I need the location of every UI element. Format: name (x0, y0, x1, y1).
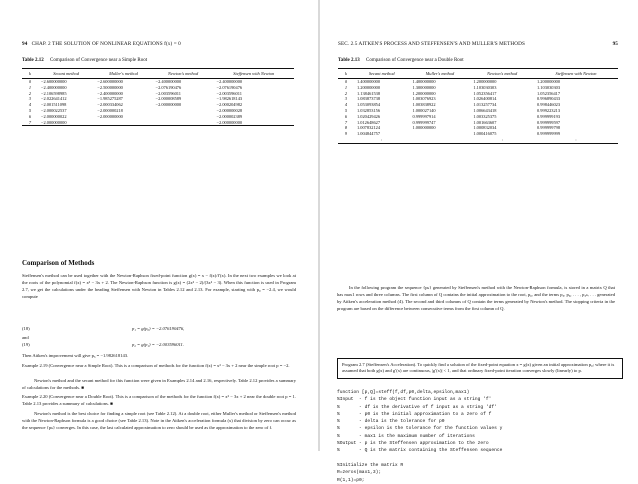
paragraph-conclusion: Newton's method is the best choice for finding a simple root (see Table 2.12). At a double root, either Muller's method or Steffensen's method with the Newton-Raphson formula is a good choice (see Table 2.13). Note in the Aitken's acceleration formula (x) that division by zero can occur as the sequence {pₖ} converges. In this case, the last calculated approximation to zero should be used as the approximation to the zero of f. (22, 411, 296, 430)
table-cell: 1 (28, 84, 32, 90)
column-header: Newton's method (470, 69, 534, 79)
continuation-dots: : (354, 137, 410, 143)
table-cell: 0.999999193 (537, 113, 561, 119)
column-header: Secant method (38, 69, 94, 79)
continuation-dots: : (534, 137, 618, 143)
table-cell: 0.996890433 (537, 96, 561, 102)
table-cell: 1.400000000 (412, 79, 436, 84)
column-header: k (22, 69, 38, 79)
table-cell: −2.000000022 (41, 113, 67, 119)
table-cell: −2.600000000 (41, 79, 67, 84)
table-cell: 7 (22, 120, 38, 126)
table-cell: −2.003596011 (216, 90, 242, 96)
table-cell: −2.076190476 (155, 84, 182, 90)
table-cell: 6 (344, 113, 348, 119)
right-page (320, 0, 638, 483)
example-2-20: Example 2.20 (Convergence near a Double Root). This is a comparison of the methods for the function f(x) = x³ − 3x + 2 near the double root p = 1. Table 2.13 provides a summary of calculations. ■ (22, 394, 296, 406)
table-cell: 0.999999999 (537, 131, 561, 137)
code-line: % - df is the derivative of f input as a string 'df' (337, 404, 497, 410)
table-cell (153, 120, 214, 126)
table-cell: −2.076190476 (216, 84, 243, 90)
example-2-19-body: Newton's method and the secant method for this function were given in Examples 2.14 and 2.16, respectively. Table 2.12 provides a summary of calculations for the methods. ■ (22, 378, 296, 390)
table-cell: 0.999223213 (537, 107, 561, 113)
table-label: Table 2.12 (22, 58, 44, 63)
table-2-13 (338, 68, 618, 144)
code-line: R=zeros(max1,3); (337, 470, 382, 476)
table-cell: 5 (344, 107, 348, 113)
code-line: % - delta is the tolerance for p0 (337, 419, 445, 425)
program-2-7-box: Program 2.7 (Steffensen's Acceleration). To quickly find a solution of the fixed-point equation x = g(x) given an initial approximation p₀; where it is assumed that both g(x) and g′(x) are continuous, |g′(x)| < 1, and that ordinary fixed-point iteration converges slowly (linearly) to p. (337, 358, 623, 379)
column-header: Steffensen with Newton (214, 69, 294, 79)
code-line: %Output - p is the Steffensen approximation to the zero (337, 441, 489, 447)
table-cell: 4 (28, 102, 32, 108)
table-cell: 1 (344, 84, 348, 90)
table-cell: 0.999999798 (537, 125, 561, 131)
table-cell: 6 (28, 113, 32, 119)
table-cell: −1.985275287 (97, 96, 123, 102)
table-cell: 1.004844757 (357, 131, 381, 137)
table-cell: −2.400000000 (97, 90, 123, 96)
table-cell: 1.200000000 (537, 79, 561, 84)
code-line: % - max1 is the maximum number of iterations (337, 433, 475, 439)
table-cell: 1.000027140 (412, 107, 436, 113)
example-2-19: Example 2.19 (Convergence near a Simple Root). This is a comparison of methods for the function f(x) = x³ − 3x + 2 near the simple root p = −2. (22, 363, 290, 368)
equation-label: (18) (22, 326, 30, 331)
table-cell: −2.000000028 (216, 107, 243, 113)
column-header: k (338, 69, 354, 79)
table-cell: −2.400000000 (41, 84, 67, 90)
table-caption (22, 58, 147, 63)
table-cell: 3 (344, 96, 348, 102)
table-cell: 1.052356417 (473, 90, 497, 96)
table-cell: 1.053093854 (357, 102, 381, 108)
table-cell: −2.000022537 (41, 107, 67, 113)
table-cell (94, 120, 152, 126)
column-header: Newton's method (153, 69, 214, 79)
page-number: 94 (22, 41, 28, 47)
table-cell: 1.300000000 (412, 84, 436, 90)
aitken-sentence: Then Aitken's improvement will give p₃ = −1.982618143. (22, 353, 129, 358)
column-header: Muller's method (410, 69, 471, 79)
table-cell: 1.103030303 (473, 84, 497, 90)
table-cell: 1.000000000 (412, 125, 436, 131)
continuation-dots (410, 137, 471, 143)
table-title: Comparison of Convergence near a Simple Root (50, 58, 148, 63)
table-cell: 1.200000000 (357, 84, 381, 90)
equation-body: p₁ = g(p₀) = −2.076190476, (132, 326, 185, 331)
table-cell: 2 (28, 90, 32, 96)
table-cell: −2.400000000 (155, 79, 182, 84)
table-cell: 1.003076923 (412, 96, 436, 102)
left-page (0, 0, 318, 451)
table-cell: 3 (28, 96, 32, 102)
table-cell: 7 (344, 119, 348, 125)
equation-body: p₂ = g(p₁) = −2.003596011. (132, 342, 184, 347)
table-cell: −2.003596011 (155, 90, 182, 96)
code-line: function [p,Q]=steff(f,df,p0,delta,epsilon,max1) (337, 390, 470, 395)
table-cell: 1.001663607 (473, 119, 497, 125)
table-cell: 1.013257734 (473, 102, 497, 108)
table-cell: 8 (344, 125, 348, 131)
table-cell: 1.007832124 (357, 125, 381, 131)
table-cell: −2.000000000 (97, 113, 123, 119)
chapter-title: CHAP. 2 THE SOLUTION OF NONLINEAR EQUATIONS f(x) = 0 (31, 41, 181, 47)
code-line: % - Q is the matrix containing the Steffensen sequence (337, 448, 503, 454)
table-cell: 1.020429426 (357, 113, 381, 119)
table-cell: 0.999999597 (537, 119, 561, 125)
table-cell: −2.000002389 (216, 113, 243, 119)
table-cell: −2.400000000 (216, 79, 243, 84)
code-line (337, 455, 502, 462)
table-cell: 1.200000000 (412, 90, 436, 96)
table-cell: 1.003838922 (412, 102, 436, 108)
running-head-right (338, 41, 618, 47)
table-cell: −2.000000000 (38, 120, 94, 126)
and-word: and (22, 335, 29, 340)
table-cell: −2.000334062 (97, 102, 123, 108)
table-row (22, 120, 294, 126)
table-cell: 1.103030303 (537, 84, 561, 90)
table-cell: 1.083873738 (357, 96, 381, 102)
table-cell: 2 (344, 90, 348, 96)
table-cell: 0.999999747 (412, 119, 436, 125)
table-cell: −2.000000000 (155, 102, 182, 108)
table-cell: 1.006643418 (473, 107, 497, 113)
code-line: % - epsilon is the tolerance for the function values y (337, 426, 503, 432)
table-cell: 1.052356417 (537, 90, 561, 96)
paragraph-intro: Steffensen's method can be used together with the Newton-Raphson fixed-point function g(x) = x − f(x)/f′(x). In the next two examples we look at the roots of the polynomial f(x) = x³ − 3x + 2. The Newton-Raphson function is g(x) = (2x³ − 2)/(3x² − 3). When this function is used in Program 2.7, we get the calculations under the heading Steffensen with Newton in Tables 2.12 and 2.13. For example, starting with p₀ = −2.4, we would compute (22, 273, 296, 299)
table-cell: −2.000008589 (155, 96, 182, 102)
table-cell: 1.400000000 (357, 79, 381, 84)
code-line: % - p0 is the initial approximation to a zero of f (337, 411, 492, 417)
continuation-dots (338, 137, 354, 143)
table-row-continuation (338, 137, 618, 143)
table-cell: 1.138461538 (357, 90, 381, 96)
table-cell: −2.000204982 (216, 102, 243, 108)
code-line: %Input - f is the object function input as a string 'f' (337, 397, 492, 403)
code-line: %Initialize the matrix R (337, 462, 404, 468)
code-line: R(1,1)=p0; (337, 477, 365, 483)
continuation-dots: : (470, 137, 534, 143)
column-header: Muller's method (94, 69, 152, 79)
table-cell: 1.012648627 (357, 119, 381, 125)
table-cell: −2.022641412 (41, 96, 67, 102)
table-cell: −2.600000000 (97, 79, 123, 84)
table-cell: 0.999997914 (412, 113, 436, 119)
table-cell: 0 (28, 79, 32, 84)
table-header-row (338, 69, 618, 79)
equation-label: (19) (22, 342, 30, 347)
table-cell: 1.000416075 (473, 131, 497, 137)
table-cell: −1.982618143 (216, 96, 243, 102)
table-header-row (22, 69, 294, 79)
table-cell: −2.106598985 (41, 90, 67, 96)
section-title: SEC. 2.5 AITKEN'S PROCESS AND STEFFENSEN'S AND MULLER'S METHODS (338, 41, 525, 47)
table-cell: 1.000832034 (473, 125, 497, 131)
table-cell: −2.000000000 (214, 120, 294, 126)
table-cell: 9 (344, 131, 348, 137)
table-cell: 0 (344, 79, 348, 84)
table-caption (338, 58, 464, 63)
running-head-left (22, 41, 181, 47)
table-2-12 (22, 68, 294, 126)
table-cell: −2.001511098 (41, 102, 67, 108)
table-cell: 5 (28, 107, 32, 113)
table-title: Comparison of Convergence near a Double Root (366, 58, 464, 63)
paragraph-program-intro: In the following program the sequence {pₖ} generated by Steffensen's method with the Newton-Raphson formula, is stored in a matrix Q that has max1 rows and three columns. The first column of Q contains the initial approximation to the root, p₀, and the terms p₃, p₆, . . . , p₃ₖ, . . . generated by Aitken's acceleration method (4). The second and third columns of Q contain the terms generated by Newton's method. The stopping criteria in the program are based on the difference between consecutive terms from the first column of Q. (337, 285, 615, 311)
column-header: Steffensen with Newton (534, 69, 618, 79)
table-cell: 1.200000000 (473, 79, 497, 84)
table-cell: −2.500000000 (97, 84, 123, 90)
table-cell: −2.000000218 (97, 107, 123, 113)
page-number: 95 (612, 41, 618, 47)
table-cell: 1.003325375 (473, 113, 497, 119)
section-heading: Comparison of Methods (22, 259, 95, 267)
table-cell: 1.026400814 (473, 96, 497, 102)
column-header: Secant method (354, 69, 410, 79)
table-cell: 1.032853156 (357, 107, 381, 113)
table-cell: 4 (344, 102, 348, 108)
code-listing (337, 389, 502, 484)
table-cell: 0.998446023 (537, 102, 561, 108)
table-label: Table 2.13 (338, 58, 360, 63)
